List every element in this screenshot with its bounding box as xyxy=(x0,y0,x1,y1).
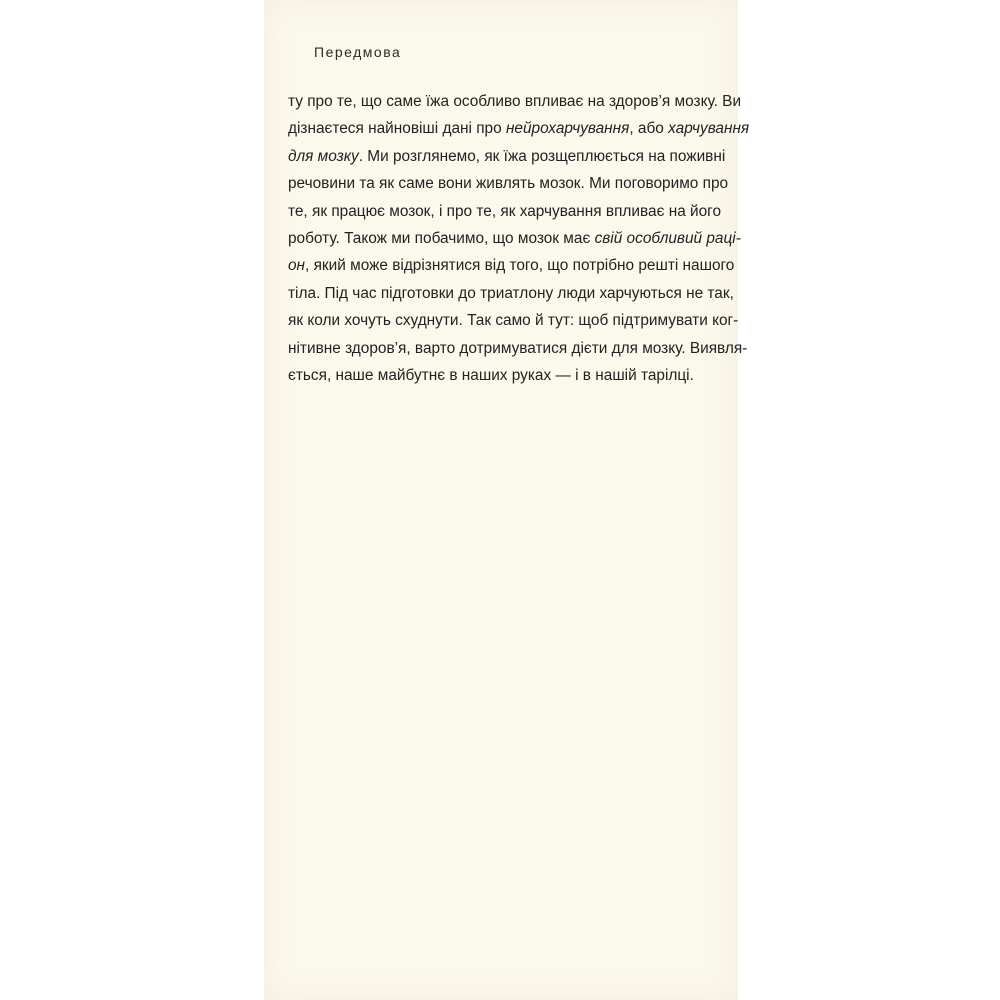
text-line: дізнаєтеся найновіші дані про нейрохарчування, або харчування xyxy=(288,120,750,138)
italic-term: харчування xyxy=(668,120,750,138)
body-paragraph xyxy=(288,88,750,389)
text-line: як коли хочуть схуднути. Так само й тут: щоб підтримувати ког- xyxy=(288,312,739,330)
text-line: нітивне здоров’я, варто дотримуватися дієти для мозку. Виявля- xyxy=(288,339,748,357)
text-line: он, який може відрізнятися від того, що потрібно решті нашого xyxy=(288,257,735,275)
italic-term: он xyxy=(288,257,306,275)
text-line: для мозку. Ми розглянемо, як їжа розщеплюється на поживні xyxy=(288,147,726,165)
italic-term: свій особливий раці- xyxy=(594,230,741,248)
running-head: Передмова xyxy=(314,44,402,60)
book-page xyxy=(264,0,750,1000)
text-line: речовини та як саме вони живлять мозок. Ми поговоримо про xyxy=(288,175,729,193)
text-line: те, як працює мозок, і про те, як харчування впливає на його xyxy=(288,202,722,220)
italic-term: нейрохарчування xyxy=(505,120,630,138)
text-line: тіла. Під час підготовки до триатлону люди харчуються не так, xyxy=(288,284,734,302)
text-line: ється, наше майбутнє в наших руках — і в нашій тарілці. xyxy=(288,367,694,385)
text-line: ту про те, що саме їжа особливо впливає на здоров’я мозку. Ви xyxy=(288,93,742,110)
text-line: роботу. Також ми побачимо, що мозок має свій особливий раці- xyxy=(288,230,741,248)
italic-term: для мозку xyxy=(288,147,359,165)
